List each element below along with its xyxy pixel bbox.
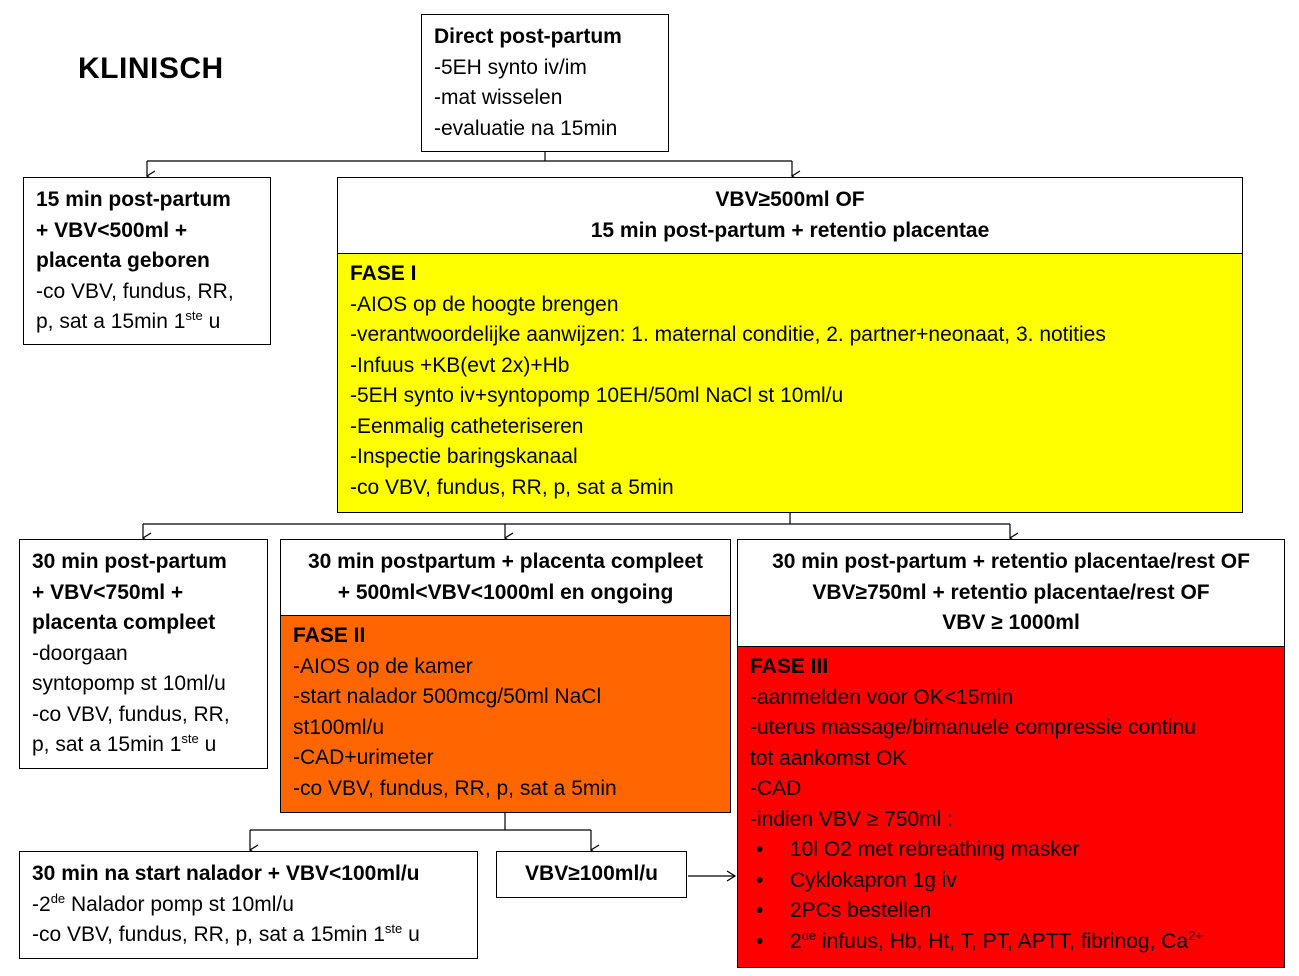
box30a-line-2: syntopomp st 10ml/u [32,672,226,695]
fase1-line: -co VBV, fundus, RR, p, sat a 5min [350,475,674,499]
fase3-bullet-item [750,927,1272,958]
fase3-line: -CAD [750,777,802,800]
box30a-heading-1: 30 min post-partum [32,550,227,573]
box15-heading-3: placenta geboren [36,249,210,272]
box30c-heading-3: VBV ≥ 1000ml [942,611,1080,634]
bullet-icon: • [756,838,764,861]
direct-line: -mat wisselen [434,86,563,109]
fase3-bullet-4-pre: 2 [790,929,802,953]
nalador-line-1-end: Nalador pomp st 10ml/u [65,892,294,916]
nalador-line-2-sup: ste [384,921,403,936]
page-title: KLINISCH [78,52,224,85]
fase1-line: -5EH synto iv+syntopomp 10EH/50ml NaCl st 10ml/u [350,384,844,407]
box30c-heading-2: VBV≥750ml + retentio placentae/rest OF [812,580,1210,604]
box30a-line-1: -doorgaan [32,641,128,665]
fase2-line: -start nalador 500mcg/50ml NaCl [293,685,602,708]
fase3-bullet-4-mid: infuus, Hb, Ht, T, PT, APTT, fibrinog, Ca [816,929,1189,953]
box-15min-postpartum [23,177,271,345]
box30a-line-4-sup: ste [181,731,199,746]
fase1-line: -Eenmalig catheteriseren [350,414,584,438]
bullet-icon: • [756,868,764,892]
vbv500-heading-1: VBV≥500ml OF [715,188,865,211]
nalador-heading: 30 min na start nalador + VBV<100ml/u [32,862,420,885]
bullet-icon: • [756,929,764,953]
fase1-line: -verantwoordelijke aanwijzen: 1. maternal conditie, 2. partner+neonaat, 3. notities [350,323,1106,346]
box30a-line-3: -co VBV, fundus, RR, [32,702,230,726]
fase2-heading: FASE II [293,624,366,647]
nalador-line-1-sup: de [50,890,66,906]
bullet-icon: • [756,899,764,922]
fase2-box [280,615,731,813]
box15-line-2 [36,307,258,338]
fase3-bullet-text: 2PCs bestellen [790,899,932,922]
fase3-line: -indien VBV ≥ 750ml : [750,807,953,831]
fase3-bullet-4-sup: de [801,927,817,943]
direct-heading: Direct post-partum [434,25,622,48]
fase2-line: -CAD+urimeter [293,746,434,769]
nalador-line-2 [32,920,465,951]
direct-line: -5EH synto iv/im [434,55,587,79]
fase1-heading: FASE I [350,262,417,285]
box30a-line-4-text: p, sat a 15min 1 [32,733,182,756]
fase2-line: st100ml/u [293,715,385,739]
direct-line: -evaluatie na 15min [434,116,618,140]
box15-line-2-end: u [202,310,221,333]
box30b-heading-1: 30 min postpartum + placenta compleet [307,550,704,573]
box30a-line-4-end: u [198,733,217,756]
fase2-line: -co VBV, fundus, RR, p, sat a 5min [293,776,617,800]
fase3-bullet-item [750,896,1272,927]
box30a-heading-3: placenta compleet [32,611,216,634]
fase3-bullet-4-sup2: 2+ [1188,927,1203,943]
vbv100-label: VBV≥100ml/u [525,862,658,885]
fase1-line: -AIOS op de hoogte brengen [350,292,619,316]
box15-line-2-text: p, sat a 15min 1 [36,310,186,333]
fase3-bullet-text: Cyklokapron 1g iv [790,868,957,892]
direct-postpartum-box [421,14,669,152]
box15-heading-2: + VBV<500ml + [36,218,188,242]
box-vbv500-header [337,177,1243,254]
fase3-line: -aanmelden voor OK<15min [750,685,1014,709]
fase3-bullet-item [750,866,1272,897]
vbv500-heading-2: 15 min post-partum + retentio placentae [590,218,990,242]
box-vbv100 [496,851,687,898]
fase1-line: -Inspectie baringskanaal [350,445,578,468]
fase3-line: tot aankomst OK [750,746,907,770]
fase3-box [737,646,1285,968]
fase1-box [337,253,1243,513]
box-30min-retentio [737,539,1285,647]
fase3-line: -uterus massage/bimanuele compressie continu [750,716,1196,739]
fase3-heading: FASE III [750,655,829,678]
nalador-line-1-pre: -2 [32,892,51,916]
fase3-bullet-text: 10l O2 met rebreathing masker [790,838,1080,861]
fase3-bullet-item [750,835,1272,866]
box30a-line-4 [32,730,255,761]
box-30min-placenta-compleet [19,539,268,769]
box15-heading-1: 15 min post-partum [36,188,231,211]
nalador-line-2-end: u [402,923,420,946]
nalador-line-2-pre: -co VBV, fundus, RR, p, sat a 15min 1 [32,923,385,946]
box30c-heading-1: 30 min post-partum + retentio placentae/rest OF [772,550,1250,573]
nalador-line-1 [32,890,465,921]
box-30min-500-1000 [280,539,731,616]
box30b-heading-2: + 500ml<VBV<1000ml en ongoing [337,580,674,604]
fase2-line: -AIOS op de kamer [293,654,473,678]
box30a-heading-2: + VBV<750ml + [32,580,184,604]
box15-line-1: -co VBV, fundus, RR, [36,279,234,303]
box-30min-na-nalador [19,851,478,959]
fase1-line: -Infuus +KB(evt 2x)+Hb [350,353,570,377]
box15-line-2-sup: ste [185,308,203,323]
